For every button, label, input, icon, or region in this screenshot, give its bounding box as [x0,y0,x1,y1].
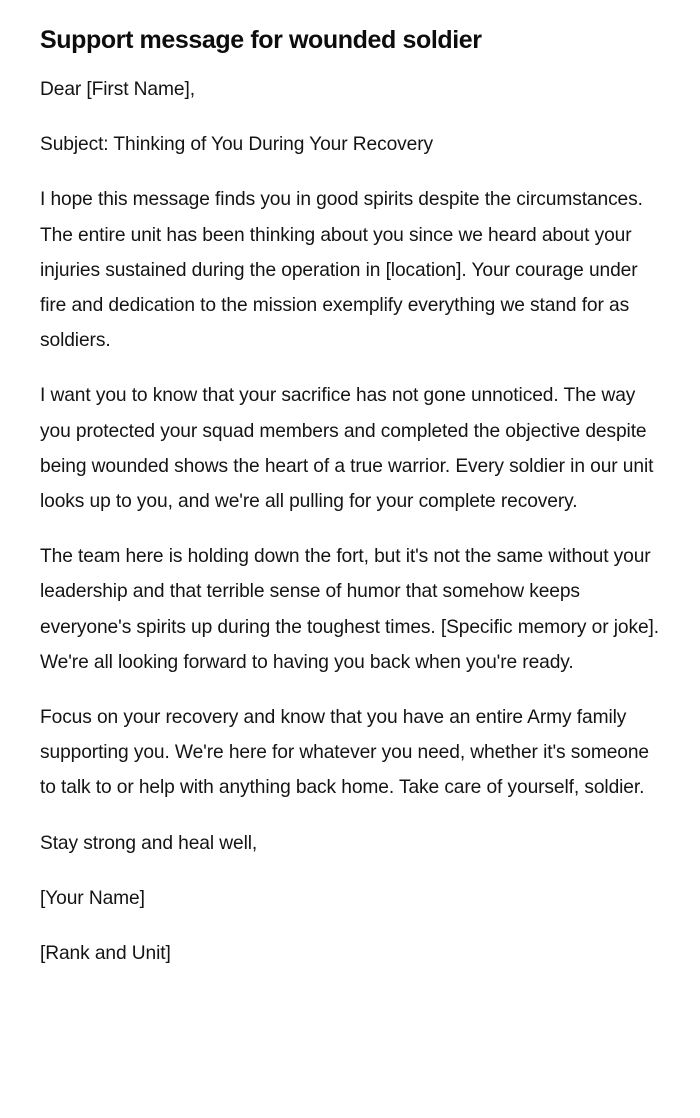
body-paragraph: The team here is holding down the fort, but it's not the same without your leadership and that terrible sense of humor that somehow keeps everyone's spirits up during the toughest times. [Specific memory or joke]. We're all looking forward to having you back when you're ready. [40,546,659,673]
closing-line: Stay strong and heal well, [40,832,258,854]
salutation: Dear [First Name], [40,79,195,100]
body-paragraph: I want you to know that your sacrifice has not gone unnoticed. The way you protected your squad members and completed the objective despite being wounded shows the heart of a true warrior. Every soldier in our unit looks up to you, and we're all pulling for your complete recovery. [40,385,654,513]
body-paragraph: I hope this message finds you in good spirits despite the circumstances. The entire unit has been thinking about you since we heard about your injuries sustained during the operation in [location]. Your courage under fire and dedication to the mission exemplify everything we stand for as soldiers. [40,189,643,352]
body-paragraph: Focus on your recovery and know that you have an entire Army family supporting you. We're here for whatever you need, whether it's someone to talk to or help with anything back home. Take care of yourself, soldier. [40,707,649,799]
document-title: Support message for wounded soldier [40,26,482,54]
subject-line: Subject: Thinking of You During Your Recovery [40,134,434,156]
signature-name: [Your Name] [40,887,145,909]
signature-rank-unit: [Rank and Unit] [40,943,171,965]
